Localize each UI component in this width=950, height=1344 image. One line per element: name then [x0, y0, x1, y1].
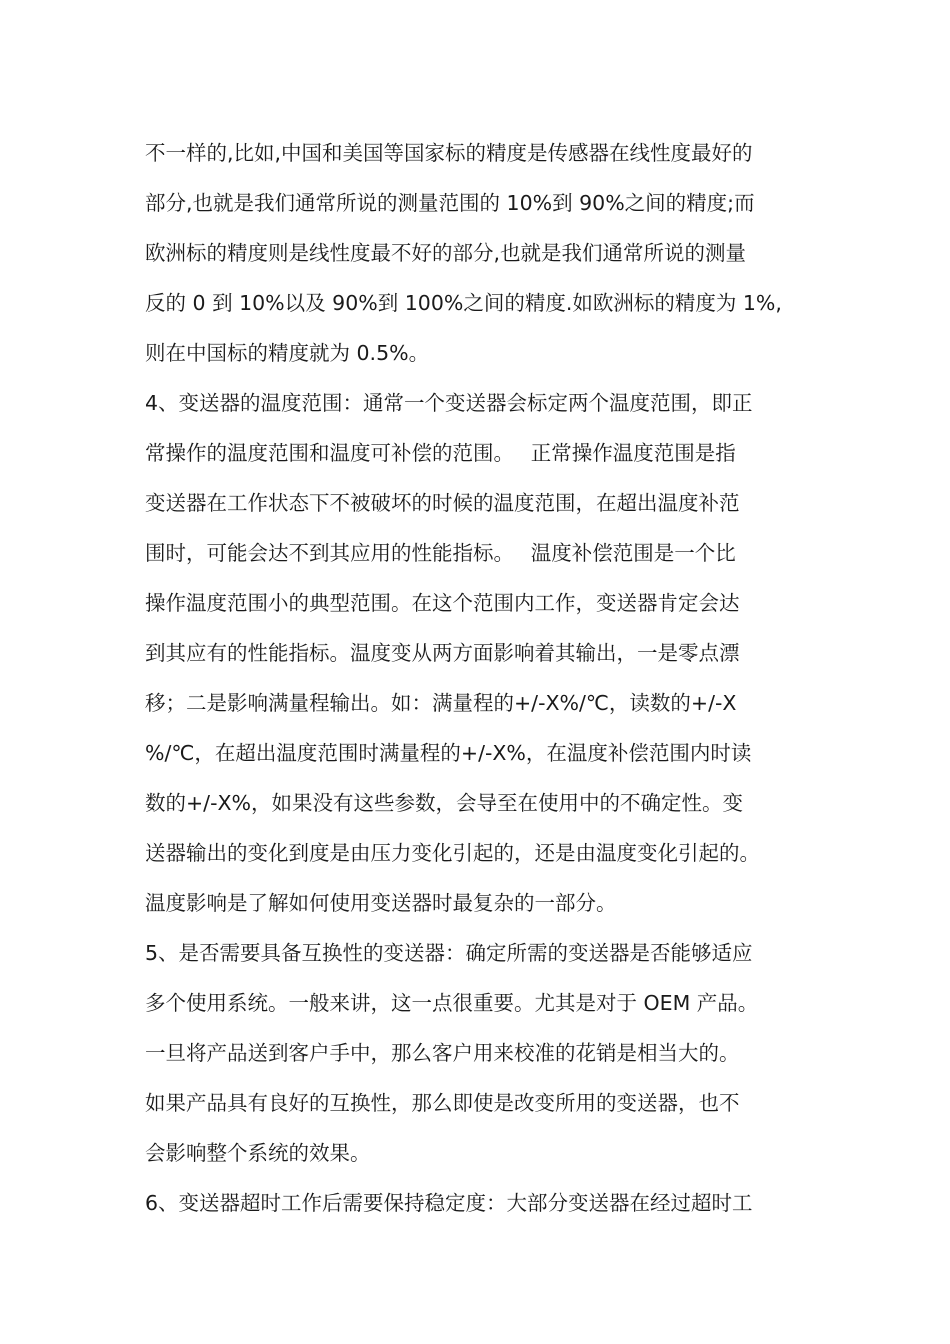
- text-line: 围时，可能会达不到其应用的性能指标。 温度补偿范围是一个比: [145, 541, 736, 565]
- text-line: 移；二是影响满量程输出。如：满量程的+/-X%/℃，读数的+/-X: [145, 691, 737, 715]
- text-line: 温度影响是了解如何使用变送器时最复杂的一部分。: [145, 891, 617, 915]
- text-line: 一旦将产品送到客户手中，那么客户用来校准的花销是相当大的。: [145, 1041, 740, 1065]
- text-line: 如果产品具有良好的互换性，那么即使是改变所用的变送器，也不: [145, 1091, 740, 1115]
- text-line: 操作温度范围小的典型范围。在这个范围内工作，变送器肯定会达: [145, 591, 740, 615]
- text-line: 则在中国标的精度就为 0.5%。: [145, 341, 430, 365]
- text-line: 变送器在工作状态下不被破坏的时候的温度范围，在超出温度补范: [145, 491, 740, 515]
- text-line: 数的+/-X%，如果没有这些参数，会导至在使用中的不确定性。变: [145, 791, 744, 815]
- text-line: 常操作的温度范围和温度可补偿的范围。 正常操作温度范围是指: [145, 441, 736, 465]
- text-line: 部分,也就是我们通常所说的测量范围的 10%到 90%之间的精度;而: [145, 191, 755, 215]
- text-line: %/℃，在超出温度范围时满量程的+/-X%，在温度补偿范围内时读: [145, 741, 752, 765]
- text-line: 欧洲标的精度则是线性度最不好的部分,也就是我们通常所说的测量: [145, 241, 747, 265]
- text-line: 6、变送器超时工作后需要保持稳定度：大部分变送器在经过超时工: [145, 1191, 753, 1215]
- body-text: [145, 128, 810, 1228]
- text-line: 会影响整个系统的效果。: [145, 1141, 371, 1165]
- text-line: 不一样的,比如,中国和美国等国家标的精度是传感器在线性度最好的: [145, 141, 753, 165]
- text-line: 送器输出的变化到度是由压力变化引起的，还是由温度变化引起的。: [145, 841, 760, 865]
- text-line: 到其应有的性能指标。温度变从两方面影响着其输出，一是零点漂: [145, 641, 740, 665]
- text-line: 4、变送器的温度范围：通常一个变送器会标定两个温度范围，即正: [145, 391, 753, 415]
- text-line: 反的 0 到 10%以及 90%到 100%之间的精度.如欧洲标的精度为 1%,: [145, 291, 782, 315]
- text-line: 5、是否需要具备互换性的变送器：确定所需的变送器是否能够适应: [145, 941, 753, 965]
- text-line: 多个使用系统。一般来讲，这一点很重要。尤其是对于 OEM 产品。: [145, 991, 759, 1015]
